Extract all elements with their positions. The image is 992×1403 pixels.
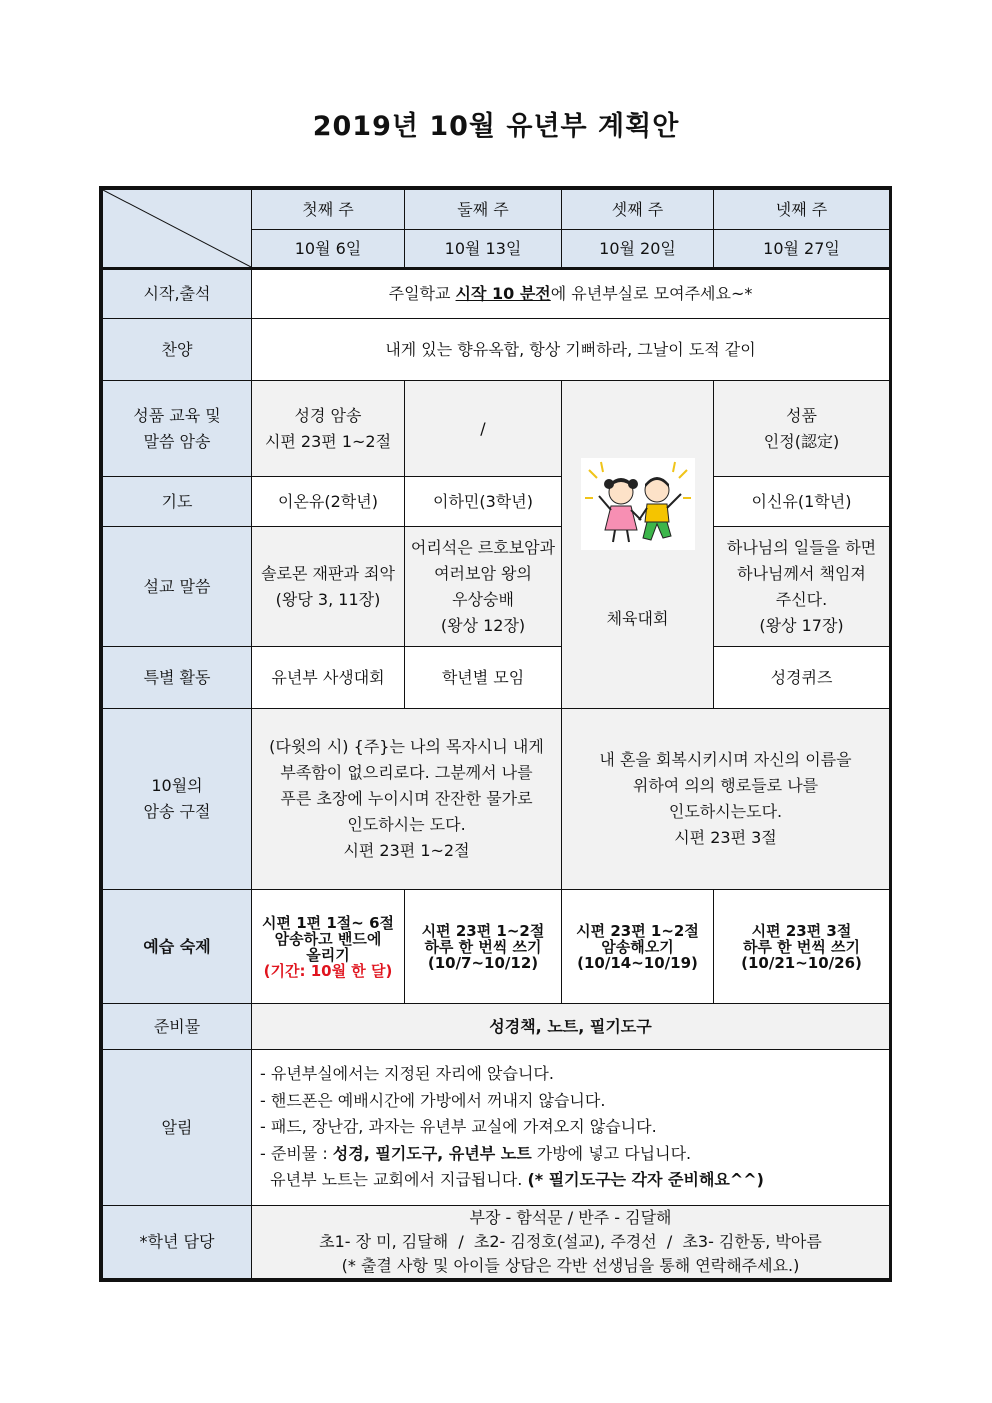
notice-line	[260, 1141, 885, 1168]
supplies-row	[103, 1004, 890, 1050]
special-label: 특별 활동	[103, 647, 252, 709]
week-1-date: 10월 6일	[252, 230, 405, 269]
sermon-text: 하나님께서 책임져	[737, 563, 866, 583]
homework-text: 하루 한 번씩 쓰기	[742, 937, 861, 956]
sermon-row	[103, 527, 890, 647]
notice-text-part: 가방에 넣고 다닙니다.	[531, 1143, 692, 1163]
staff-line: (* 출결 사항 및 아이들 상담은 각반 선생님을 통해 연락해주세요.)	[341, 1256, 800, 1275]
staff-row	[103, 1206, 890, 1279]
homework-week-3	[562, 890, 714, 1004]
sermon-label: 설교 말씀	[103, 527, 252, 647]
sermon-text: 우상숭배	[452, 589, 514, 609]
week-4-name: 넷째 주	[714, 190, 890, 230]
week-3-name: 셋째 주	[562, 190, 714, 230]
memory-text: 푸른 초장에 누이시며 잔잔한 물가로	[280, 789, 533, 808]
attendance-row	[103, 269, 890, 319]
memory-label	[103, 709, 252, 890]
memory-text: 인도하시는 도다.	[347, 815, 466, 834]
notice-line: - 핸드폰은 예배시간에 가방에서 꺼내지 않습니다.	[260, 1090, 606, 1110]
supplies-text: 성경책, 노트, 필기도구	[252, 1004, 890, 1050]
sermon-text: (왕당 3, 11장)	[275, 589, 381, 609]
children-dancing-illustration	[581, 458, 695, 550]
sermon-text: 솔로몬 재판과 죄악	[261, 563, 395, 583]
notice-text-part: - 준비물 :	[260, 1143, 333, 1163]
homework-text: 올리기	[306, 945, 350, 964]
praise-row	[103, 319, 890, 381]
notice-line: - 유년부실에서는 지정된 자리에 앉습니다.	[260, 1064, 554, 1084]
character-text: 인정(認定)	[763, 431, 840, 451]
homework-text: 시편 23편 1~2절	[421, 921, 545, 940]
prayer-row	[103, 477, 890, 527]
staff-line: 부장 - 함석문 / 반주 - 김달해	[469, 1208, 672, 1227]
character-week-2: /	[405, 381, 562, 477]
week-2-name: 둘째 주	[405, 190, 562, 230]
homework-text: (10/14~10/19)	[577, 953, 698, 972]
character-label-line: 성품 교육 및	[133, 405, 221, 425]
plan-table	[102, 189, 890, 1279]
homework-text: 시편 23편 1~2절	[576, 921, 699, 940]
character-week-1	[252, 381, 405, 477]
sermon-text: 어리석은 르호보암과	[410, 537, 556, 557]
special-row	[103, 647, 890, 709]
attendance-post: 에 유년부실로 모여주세요~*	[550, 284, 753, 303]
week-4-date: 10월 27일	[714, 230, 890, 269]
sermon-text: 주신다.	[775, 589, 828, 609]
homework-text: 암송하고 밴드에	[274, 929, 382, 948]
notice-text	[252, 1050, 890, 1206]
memory-text: 시편 23편 3절	[674, 828, 777, 847]
staff-label: *학년 담당	[103, 1206, 252, 1279]
homework-text: 시편 23편 3절	[751, 921, 852, 940]
sermon-text: 하나님의 일들을 하면	[726, 537, 877, 557]
sermon-week-1	[252, 527, 405, 647]
staff-line: 초1- 장 미, 김달해 / 초2- 김정호(설교), 주경선 / 초3- 김한동, 박아름	[319, 1232, 822, 1251]
notice-bold-part: (* 필기도구는 각자 준비해요^^)	[527, 1170, 764, 1190]
special-week-1: 유년부 사생대회	[252, 647, 405, 709]
memory-label-line: 10월의	[151, 776, 203, 795]
week-2-date: 10월 13일	[405, 230, 562, 269]
notice-row	[103, 1050, 890, 1206]
notice-line	[260, 1167, 885, 1194]
homework-week-1	[252, 890, 405, 1004]
character-text: 성품	[786, 405, 817, 425]
homework-text: (10/7~10/12)	[427, 953, 539, 972]
page-title: 2019년 10월 유년부 계획안	[312, 111, 680, 142]
prayer-week-1: 이온유(2학년)	[252, 477, 405, 527]
character-row	[103, 381, 890, 477]
character-text: 성경 암송	[294, 405, 362, 425]
memory-text: (다윗의 시) {주}는 나의 목자시니 내게	[269, 737, 544, 756]
memory-text: 인도하시는도다.	[668, 802, 783, 821]
memory-text: 시편 23편 1~2절	[343, 841, 470, 860]
week-name-row	[103, 190, 890, 230]
attendance-pre: 주일학교	[388, 284, 456, 303]
character-label-line: 말씀 암송	[143, 431, 211, 451]
notice-label: 알림	[103, 1050, 252, 1206]
praise-text: 내게 있는 향유옥합, 항상 기뻐하라, 그날이 도적 같이	[252, 319, 890, 381]
sermon-text: (왕상 12장)	[440, 615, 526, 635]
prayer-week-2: 이하민(3학년)	[405, 477, 562, 527]
memory-text: 부족함이 없으리로다. 그분께서 나를	[280, 763, 533, 782]
attendance-highlight: 시작 10 분전	[455, 284, 551, 303]
homework-row	[103, 890, 890, 1004]
notice-bold-part: 성경, 필기도구, 유년부 노트	[332, 1143, 532, 1163]
praise-label: 찬양	[103, 319, 252, 381]
spacer	[566, 558, 709, 606]
sermon-week-2	[405, 527, 562, 647]
memory-label-line: 암송 구절	[143, 802, 211, 821]
memory-verse-b	[562, 709, 890, 890]
attendance-label: 시작,출석	[103, 269, 252, 319]
notice-line: - 패드, 장난감, 과자는 유년부 교실에 가져오지 않습니다.	[260, 1117, 657, 1137]
sermon-text: (왕상 17장)	[759, 615, 844, 635]
diagonal-line-icon	[103, 190, 251, 267]
sports-day-cell	[562, 381, 714, 709]
memory-text: 위하여 의의 행로들로 나를	[632, 776, 819, 795]
attendance-text	[252, 269, 890, 319]
homework-week-2	[405, 890, 562, 1004]
character-text: 시편 23편 1~2절	[264, 431, 392, 451]
staff-text	[252, 1206, 890, 1279]
sports-day-label: 체육대회	[606, 608, 669, 628]
homework-label: 예습 숙제	[103, 890, 252, 1004]
memory-text: 내 혼을 회복시키시며 자신의 이름을	[599, 750, 852, 769]
memory-row	[103, 709, 890, 890]
homework-text: 시편 1편 1절~ 6절	[262, 913, 394, 932]
character-label	[103, 381, 252, 477]
homework-week-4	[714, 890, 890, 1004]
memory-verse-a	[252, 709, 562, 890]
week-3-date: 10월 20일	[562, 230, 714, 269]
homework-text: 암송해오기	[601, 937, 674, 956]
week-1-name: 첫째 주	[252, 190, 405, 230]
prayer-week-4: 이신유(1학년)	[714, 477, 890, 527]
notice-text-part: 유년부 노트는 교회에서 지급됩니다.	[260, 1170, 528, 1190]
homework-text: 하루 한 번씩 쓰기	[424, 937, 542, 956]
character-week-4	[714, 381, 890, 477]
sermon-text: 여러보암 왕의	[434, 563, 532, 583]
sermon-week-4	[714, 527, 890, 647]
homework-period: (기간: 10월 한 달)	[263, 961, 393, 980]
homework-text: (10/21~10/26)	[741, 953, 862, 972]
corner-cell	[103, 190, 252, 269]
special-week-4: 성경퀴즈	[714, 647, 890, 709]
supplies-label: 준비물	[103, 1004, 252, 1050]
prayer-label: 기도	[103, 477, 252, 527]
special-week-2: 학년별 모임	[405, 647, 562, 709]
